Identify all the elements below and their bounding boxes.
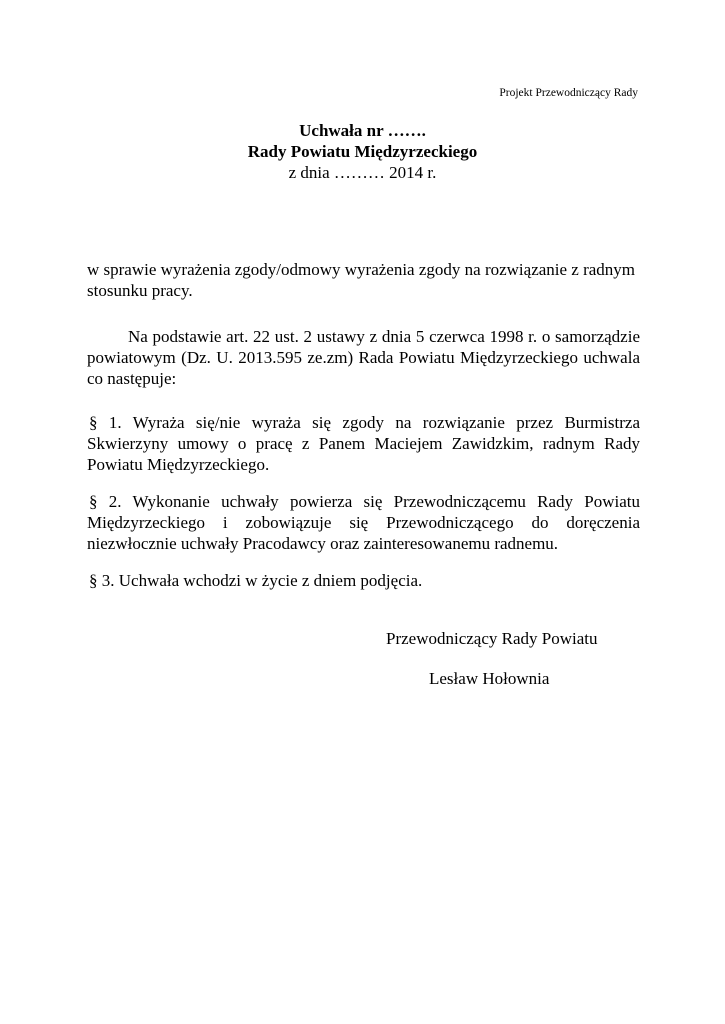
signature-name: Lesław Hołownia (429, 669, 550, 688)
resolution-subject: w sprawie wyrażenia zgody/odmowy wyrażenia zgody na rozwiązanie z radnym stosunku pracy. (87, 260, 636, 300)
draft-label: Projekt Przewodniczący Rady (499, 87, 638, 99)
resolution-title (0, 120, 725, 183)
paragraph-2: § 2. Wykonanie uchwały powierza się Przewodniczącemu Rady Powiatu Międzyrzeckiego i zobowiązuje się Przewodniczącego do doręczenia niezwłocznie uchwały Pracodawcy oraz zainteresowanemu radnemu. (87, 492, 640, 553)
signature-role: Przewodniczący Rady Powiatu (386, 629, 598, 648)
paragraph-3: § 3. Uchwała wchodzi w życie z dniem podjęcia. (89, 571, 423, 590)
resolution-council: Rady Powiatu Międzyrzeckiego (247, 142, 478, 161)
resolution-date: z dnia ……… 2014 r. (288, 163, 437, 182)
resolution-number: Uchwała nr ……. (299, 121, 426, 140)
paragraph-1: § 1. Wyraża się/nie wyraża się zgody na rozwiązanie przez Burmistrza Skwierzyny umowy o pracę z Panem Maciejem Zawidzkim, radnym Rady Powiatu Międzyrzeckiego. (87, 413, 640, 474)
legal-basis: Na podstawie art. 22 ust. 2 ustawy z dnia 5 czerwca 1998 r. o samorządzie powiatowym (Dz. U. 2013.595 ze.zm) Rada Powiatu Międzyrzeckiego uchwala co następuje: (87, 327, 640, 388)
